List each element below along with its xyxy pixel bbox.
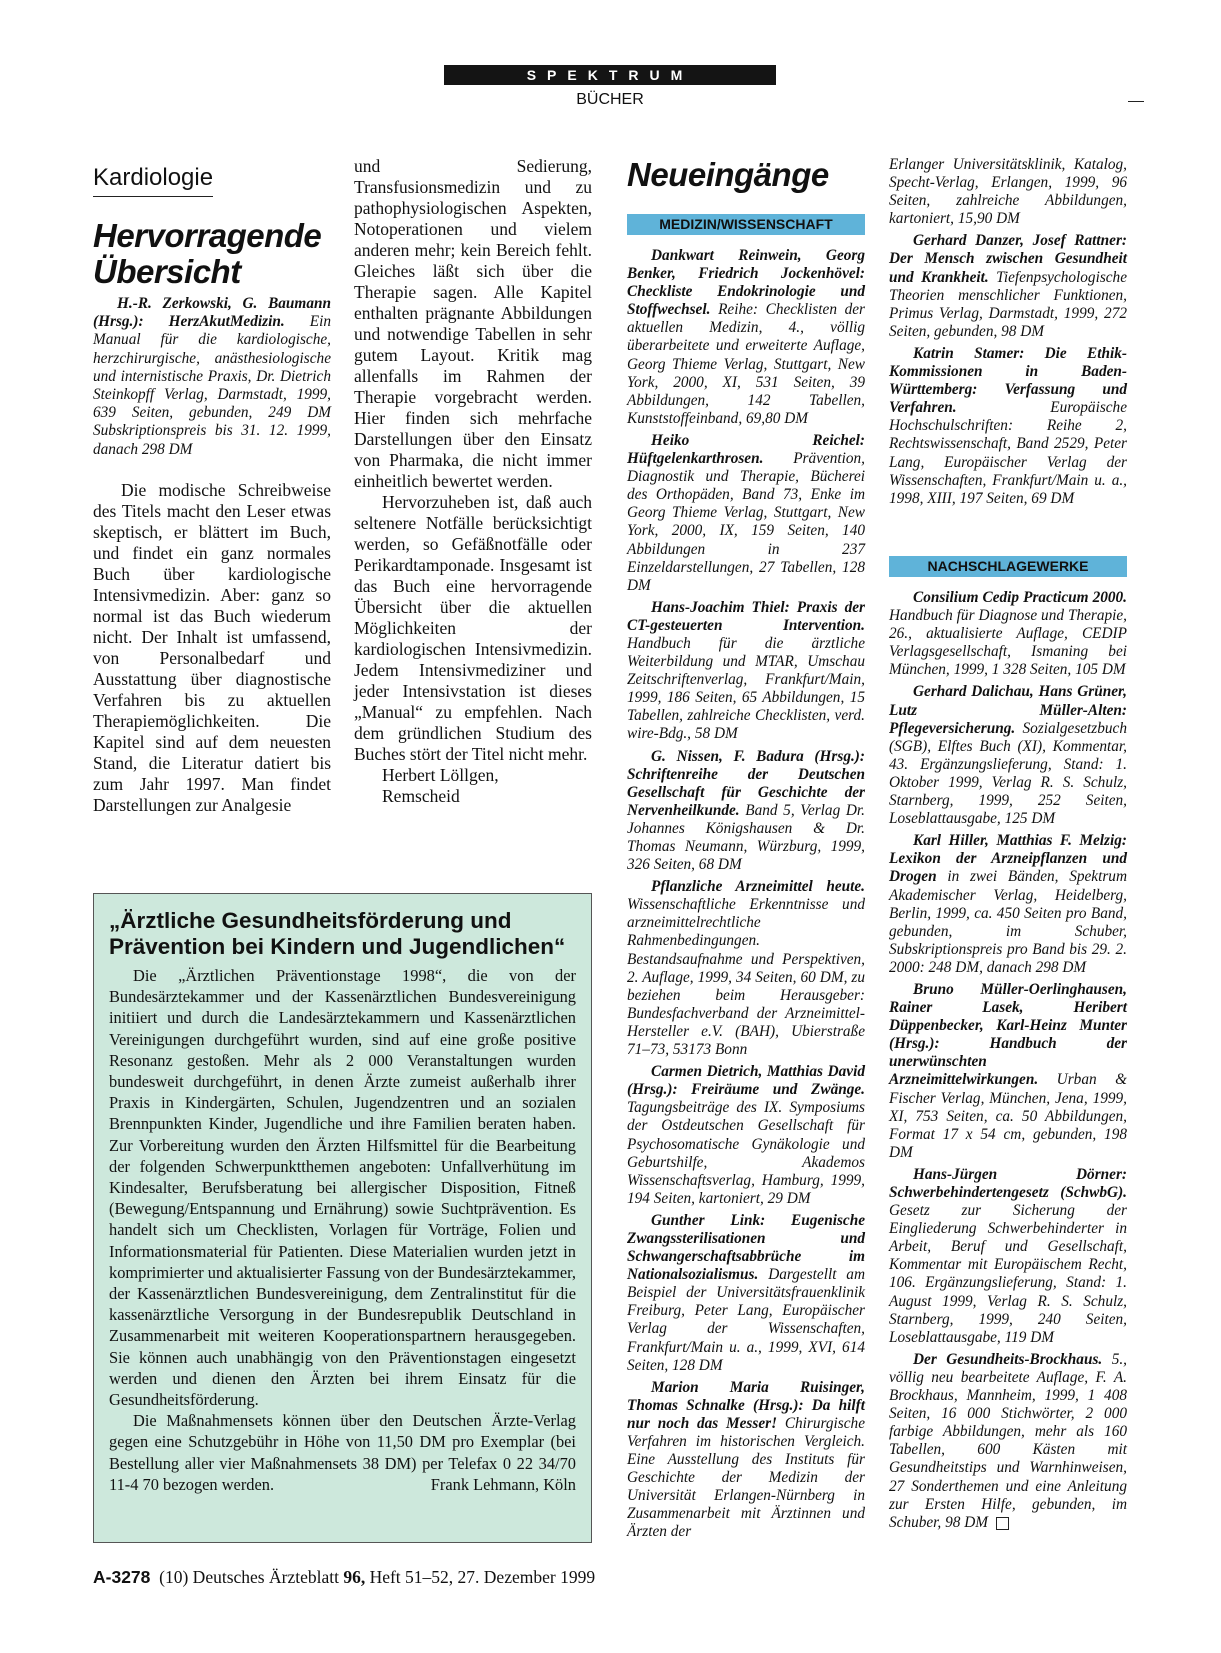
review-column-1	[93, 480, 331, 816]
book-entry-details: Handbuch für die ärztliche Weiterbildung und MTAR, Umschau Zeitschriftenverlag, Frankfurt/Main, 1999, 186 Seiten, 65 Abbildungen, 15 Tabellen, zahlreiche Checklisten, verd. wire-Bdg., 58 DM	[627, 634, 865, 743]
book-entry	[627, 247, 865, 428]
book-entry-title: Heiko Reichel: Hüftgelenkarthrosen.	[627, 431, 865, 468]
book-entry-details: Wissenschaftliche Erkenntnisse und arzneimittelrechtliche Rahmenbedingungen. Bestandsaufnahme und Perspektiven, 2. Auflage, 1999, 34 Seiten, 60 DM, zu beziehen beim Herausgeber: Bundesfachverband der Arzneimittel-Hersteller e.V. (BAH), Ubierstraße 71–73, 53173 Bonn	[627, 896, 865, 1059]
book-entry-title: Marion Maria Ruisinger, Thomas Schnalke (Hrsg.): Da hilft nur noch das Messer!	[627, 1378, 865, 1432]
book-entry-title: Consilium Cedip Practicum 2000.	[913, 589, 1127, 606]
book-entry-title: Gerhard Danzer, Josef Rattner: Der Mensch zwischen Gesundheit und Krankheit.	[889, 232, 1127, 286]
footer-page-code: A-3278	[93, 1567, 151, 1587]
book-entry	[889, 589, 1127, 679]
book-entry-details: Sozialgesetzbuch (SGB), Elftes Buch (XI), Kommentar, 43. Ergänzungslieferung, Stand: 1. Oktober 1999, Verlag R. S. Schulz, Starnberg, 1999, 252 Seiten, Loseblattausgabe, 125 DM	[889, 719, 1127, 828]
book-entry	[889, 683, 1127, 828]
label-nachschlagewerke: NACHSCHLAGEWERKE	[889, 556, 1127, 577]
book-entry	[627, 432, 865, 595]
book-entry	[889, 832, 1127, 977]
book-entry	[627, 1212, 865, 1375]
book-entry-title: Karl Hiller, Matthias F. Melzig: Lexikon der Arzneipflanzen und Drogen	[889, 832, 1127, 886]
book-entry	[889, 1351, 1127, 1532]
footer-issue: Heft 51–52, 27. Dezember 1999	[369, 1567, 596, 1587]
book-entry-details: Reihe: Checklisten der aktuellen Medizin, 4., völlig überarbeitete und erweiterte Auflage, Georg Thieme Verlag, Stuttgart, New York, 2000, XI, 531 Seiten, 39 Abbildungen, 142 Tabellen, Kunststoffeinband, 69,80 DM	[627, 301, 865, 427]
book-entry	[627, 878, 865, 1059]
book-entry	[889, 345, 1127, 508]
review-bibliography	[93, 295, 331, 459]
book-entry-title: Der Gesundheits-Brockhaus.	[913, 1350, 1103, 1368]
book-entry-details: Europäische Hochschulschriften: Reihe 2, Rechtswissenschaft, Band 2529, Peter Lang, Europäischer Verlag der Wissenschaften, Frankfurt/Main u. a., 1998, XIII, 197 Seiten, 69 DM	[889, 399, 1127, 507]
review-paragraph-1-continued: und Sedierung, Transfusionsmedizin und zu pathophysiologischen Aspekten, Notoperationen und vielem anderen mehr; kein Bereich fehlt. Gleiches läßt sich über die Therapie sagen. Alle Kapitel enthalten prägnante Abbildungen und notwendige Tabellen in sehr gutem Layout. Kritik mag allenfalls im Rahmen der Therapie vorgebracht werden. Hier finden sich mehrfache Darstellungen über den Einsatz von Pharmaka, die nicht immer einheitlich bewertet werden.	[354, 156, 592, 491]
book-entry-details: 5., völlig neu bearbeitete Auflage, F. A. Brockhaus, Mannheim, 1999, 1 408 Seiten, 16 000 Stichwörter, 2 000 farbige Abbildungen, mehr als 160 Tabellen, 600 Kästen mit Gesundheitstips und Warnhinweisen, 27 Sonderthemen und eine Anleitung zur Ersten Hilfe, gebunden, im Schuber, 98 DM	[889, 1350, 1127, 1531]
book-entry-title: Dankwart Reinwein, Georg Benker, Friedrich Jockenhövel: Checkliste Endokrinologie und Stoffwechsel.	[627, 247, 865, 319]
book-entry-title: G. Nissen, F. Badura (Hrsg.): Schriftenreihe der Deutschen Gesellschaft für Geschichte der Nervenheilkunde.	[627, 747, 865, 819]
book-entry-title: Bruno Müller-Oerlinghausen, Rainer Lasek, Heribert Düppenbecker, Karl-Heinz Munter (Hrsg.): Handbuch der unerwünschten Arzneimittelwirkungen.	[889, 980, 1127, 1089]
book-entry-details: Band 5, Verlag Dr. Johannes Königshausen & Dr. Thomas Neumann, Würzburg, 1999, 326 Seiten, 68 DM	[627, 801, 865, 874]
new-arrivals-column-4-top	[889, 156, 1127, 512]
review-signature-name: Herbert Löllgen,	[382, 765, 499, 785]
book-entry-title: Hans-Joachim Thiel: Praxis der CT-gesteuerten Intervention.	[627, 598, 865, 634]
book-entry-title: Pflanzliche Arzneimittel heute.	[651, 878, 865, 896]
book-entry-details: Dargestellt am Beispiel der Universitätsfrauenklinik Freiburg, Peter Lang, Europäischer Verlag der Wissenschaften, Frankfurt/Main u. a., 1999, XVI, 614 Seiten, 128 DM	[627, 1266, 865, 1374]
info-box-paragraph-1: Die „Ärztlichen Präventionstage 1998“, die von der Bundesärztekammer und der Kassenärztlichen Bundesvereinigung initiiert und durch die Landesärztekammern und Kassenärztlichen Vereinigungen durchgeführt wurden, sind auf eine große positive Resonanz gestoßen. Mehr als 2 000 Veranstaltungen wurden bundesweit durchgeführt, in denen Ärzte zumeist außerhalb ihrer Praxis in Kindergärten, Schulen, Jugendzentren und an sozialen Brennpunkten Kinder, Jugendliche und ihre Familien beraten haben. Zur Vorbereitung wurden den Ärzten Hilfsmittel für die Bearbeitung der folgenden Schwerpunktthemen angeboten: Unfallverhütung im Kindesalter, Berufsberatung bei allergischer Disposition, Fitneß (Bewegung/Entspannung und Ernährung) sowie Suchtprävention. Es handelt sich um Checklisten, Vorlagen für Vorträge, Folien und Informationsmaterial für Patienten. Diese Materialien wurden jetzt in komprimierter und aktualisierter Fassung von der Bundesärztekammer, der Kassenärztlichen Bundesvereinigung, dem Zentralinstitut für die kassenärztliche Versorgung in der Bundesrepublik Deutschland in Zusammenarbeit mit weiteren Kooperationspartnern herausgegeben. Sie können auch unabhängig von den Präventionstagen eingesetzt werden und dienen den Ärzten bei ihrem Einsatz für die Gesundheitsförderung.	[109, 966, 576, 1410]
book-entry	[627, 748, 865, 875]
header-rule	[1128, 101, 1144, 102]
info-box-author: Frank Lehmann, Köln	[430, 1474, 576, 1494]
book-entry-details: Prävention, Diagnostik und Therapie, Bücherei des Orthopäden, Band 73, Enke im Georg Thieme Verlag, Stuttgart, New York, 2000, IX, 159 Seiten, 140 Abbildungen in 237 Einzeldarstellungen, 27 Tabellen, 128 DM	[627, 450, 865, 594]
book-entry	[627, 599, 865, 744]
info-box-paragraph-2	[109, 1410, 576, 1495]
book-entry-details: Tagungsbeiträge des IX. Symposiums der Ostdeutschen Gesellschaft für Psychosomatische Gynäkologie und Geburtshilfe, Akademos Wissenschaftsverlag, Hamburg, 1999, 194 Seiten, kartoniert, 29 DM	[627, 1099, 865, 1207]
book-entry	[889, 232, 1127, 341]
book-entry-details: Handbuch für Diagnose und Therapie, 26., aktualisierte Auflage, CEDIP Verlagsgesellschaft, Ismaning bei München, 1999, 1 328 Seiten, 105 DM	[889, 607, 1127, 679]
review-category: Kardiologie	[93, 164, 213, 197]
review-biblio-details: Ein Manual für die kardiologische, herzchirurgische, anästhesiologische und internistische Praxis, Dr. Dietrich Steinkopff Verlag, Darmstadt, 1999, 639 Seiten, gebunden, 249 DM Subskriptionspreis bis 31. 12. 1999, danach 298 DM	[93, 313, 331, 458]
new-arrivals-column-4-bottom	[889, 589, 1127, 1536]
footer-text: (10) Deutsches Ärzteblatt	[159, 1567, 339, 1587]
book-entry-details: Tiefenpsychologische Theorien menschlicher Funktionen, Primus Verlag, Darmstadt, 1999, 272 Seiten, gebunden, 98 DM	[889, 268, 1127, 340]
book-entry	[889, 1166, 1127, 1347]
book-entry	[627, 1379, 865, 1542]
book-entry	[627, 1063, 865, 1208]
review-column-2	[354, 156, 592, 807]
review-signature-city: Remscheid	[382, 786, 460, 806]
book-entry-details: Erlanger Universitätsklinik, Katalog, Specht-Verlag, Erlangen, 1999, 96 Seiten, zahlreiche Abbildungen, kartoniert, 15,90 DM	[889, 156, 1127, 228]
book-entry-title: Katrin Stamer: Die Ethik-Kommissionen in Baden-Württemberg: Verfassung und Verfahren.	[889, 344, 1127, 417]
book-entry	[889, 156, 1127, 228]
label-medizin-wissenschaft: MEDIZIN/WISSENSCHAFT	[627, 214, 865, 235]
subsection-header: BÜCHER	[576, 91, 644, 108]
new-arrivals-column-3	[627, 247, 865, 1546]
info-box-title: „Ärztliche Gesundheitsförderung und Prävention bei Kindern und Jugendlichen“	[109, 908, 566, 959]
section-header: SPEKTRUM	[444, 65, 776, 85]
info-box	[93, 893, 592, 1543]
review-paragraph-1: Die modische Schreibweise des Titels macht den Leser etwas skeptisch, er blättert im Buch, und findet ein ganz normales Buch über kardiologische Intensivmedizin. Aber: ganz so normal ist das Buch wiederum nicht. Der Inhalt ist umfassend, von Personalbedarf und Ausstattung über diagnostische Verfahren bis zu aktuellen Therapiemöglichkeiten. Die Kapitel sind auf dem neuesten Stand, die Literatur datiert bis zum Jahr 1997. Man findet Darstellungen zur Analgesie	[93, 480, 331, 815]
book-entry-details: in zwei Bänden, Spektrum Akademischer Verlag, Heidelberg, Berlin, 1999, ca. 450 Seiten pro Band, gebunden, im Schuber, Subskriptionspreis pro Band bis 29. 2. 2000: 248 DM, danach 298 DM	[889, 868, 1127, 976]
book-entry-details: Chirurgische Verfahren im historischen Vergleich. Eine Ausstellung des Instituts für Geschichte der Medizin der Universität Erlangen-Nürnberg in Zusammenarbeit mit Ärztinnen und Ärzten der	[627, 1414, 865, 1541]
review-paragraph-2: Hervorzuheben ist, daß auch seltenere Notfälle berücksichtigt werden, so Gefäßnotfälle oder Perikardtamponade. Insgesamt ist das Buch eine hervorragende Übersicht über die aktuellen Möglichkeiten der kardiologischen Intensivmedizin. Jedem Intensivmediziner und jeder Intensivstation ist dieses „Manual“ zu empfehlen. Nach dem gründlichen Studium des Buches stört der Titel nicht mehr.	[354, 492, 592, 764]
footer-volume: 96,	[343, 1567, 366, 1587]
book-entry-details: Gesetz zur Sicherung der Eingliederung Schwerbehinderter in Arbeit, Beruf und Gesellschaft, Kommentar mit Europäischem Recht, 106. Ergänzungslieferung, Stand: 1. August 1999, Verlag R. S. Schulz, Starnberg, 1999, 240 Seiten, Loseblattausgabe, 119 DM	[889, 1202, 1127, 1346]
book-entry-title: Hans-Jürgen Dörner: Schwerbehindertengesetz (SchwbG).	[889, 1165, 1127, 1201]
new-arrivals-title: Neueingänge	[627, 156, 829, 193]
page-footer	[93, 1567, 595, 1588]
review-title: Hervorragende Übersicht	[93, 217, 322, 290]
book-entry-title: Carmen Dietrich, Matthias David (Hrsg.): Freiräume und Zwänge.	[627, 1063, 865, 1099]
book-entry-details: Urban & Fischer Verlag, München, Jena, 1999, XI, 753 Seiten, ca. 50 Abbildungen, Format 17 x 54 cm, gebunden, 198 DM	[889, 1071, 1127, 1161]
book-entry-title: Gerhard Dalichau, Hans Grüner, Lutz Müller-Alten: Pflegeversicherung.	[889, 683, 1127, 737]
book-entry	[889, 981, 1127, 1162]
review-biblio-authors: H.-R. Zerkowski, G. Baumann (Hrsg.): HerzAkutMedizin.	[93, 295, 331, 331]
book-entry-title: Gunther Link: Eugenische Zwangssterilisationen und Schwangerschaftsabbrüche im Nationalsozialismus.	[627, 1211, 865, 1284]
end-of-article-icon	[996, 1517, 1009, 1530]
info-box-paragraph-2-text: Die Maßnahmensets können über den Deutschen Ärzte-Verlag gegen eine Schutzgebühr in Höhe von 11,50 DM pro Exemplar (bei Bestellung aller vier Maßnahmensets 38 DM) per Telefax 0 22 34/70 11-4 70 bezogen werden.	[109, 1411, 576, 1494]
